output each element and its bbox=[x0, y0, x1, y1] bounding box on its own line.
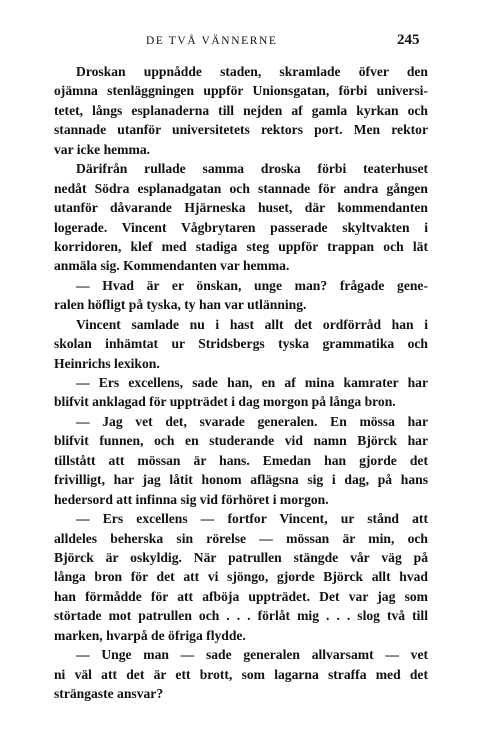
text-line: frivilligt, har jag låtit honom aflägsna sig i dag, på hans bbox=[54, 472, 428, 488]
text-line: ralen höfligt på tyska, ty han var utlänning. bbox=[54, 297, 307, 313]
text-line: Heinrichs lexikon. bbox=[54, 355, 160, 371]
text-line: var icke hemma. bbox=[54, 141, 151, 157]
text-line: Därifrån rullade samma droska förbi teaterhuset bbox=[76, 161, 428, 177]
text-line: han förmådde för att afböja uppträdet. Det var jag som bbox=[54, 588, 428, 604]
running-header bbox=[0, 32, 480, 53]
text-line: blifvit anklagad för uppträdet i dag morgon på långa bron. bbox=[54, 394, 396, 410]
text-line: alldeles beherska sin rörelse — mössan är min, och bbox=[54, 530, 428, 546]
body-text bbox=[54, 62, 428, 703]
text-line: stannade utanför universitetets rektors port. Men rektor bbox=[54, 122, 428, 138]
text-line: logerade. Vincent Vågbrytaren passerade skyltvakten i bbox=[54, 219, 428, 235]
text-line: korridoren, klef med stadiga steg uppför trappan och lät bbox=[54, 238, 428, 254]
text-line: Björck är oskyldig. När patrullen stängde vår väg på bbox=[54, 549, 428, 565]
text-line: hedersord att infinna sig vid förhöret i morgon. bbox=[54, 491, 329, 507]
text-line: — Unge man — sade generalen allvarsamt — vet bbox=[76, 647, 428, 663]
text-line: ojämna stenläggningen uppför Unionsgatan, förbi universi- bbox=[54, 83, 428, 99]
text-line: — Ers excellens — fortfor Vincent, ur stånd att bbox=[76, 511, 428, 527]
text-line: störtade mot patrullen och . . . förlåt mig . . . slog två till bbox=[54, 608, 428, 624]
text-line: — Hvad är er önskan, unge man? frågade gene- bbox=[76, 277, 428, 293]
running-title: DE TVÅ VÄNNERNE bbox=[146, 35, 278, 47]
text-line: långa bron för det att vi sjöngo, gjorde Björck allt hvad bbox=[54, 569, 428, 585]
text-line: ni väl att det är ett brott, som lagarna straffa med det bbox=[54, 666, 428, 682]
text-line: skolan inhämtat ur Stridsbergs tyska grammatika och bbox=[54, 336, 428, 352]
text-line: — Jag vet det, svarade generalen. En mössa har bbox=[76, 413, 428, 429]
text-line: Droskan uppnådde staden, skramlade öfver den bbox=[76, 64, 428, 79]
text-line: — Ers excellens, sade han, en af mina kamrater har bbox=[76, 375, 428, 390]
text-line: marken, hvarpå de öfriga flydde. bbox=[54, 627, 246, 643]
text-line: tetet, långs esplanaderna till nejden af gamla kyrkan och bbox=[54, 102, 428, 118]
text-line: anmäla sig. Kommendanten var hemma. bbox=[54, 258, 290, 274]
text-line: nedåt Södra esplanadgatan och stannade för andra gången bbox=[54, 180, 428, 196]
text-line: strängaste ansvar? bbox=[54, 686, 164, 701]
text-line: tillstått att mössan är hans. Emedan han gjorde det bbox=[54, 452, 428, 468]
text-line: utanför dåvarande Hjärneska huset, där kommendanten bbox=[54, 200, 428, 216]
text-line: blifvit funnen, och en studerande vid namn Björck har bbox=[54, 433, 428, 449]
page-number: 245 bbox=[397, 32, 420, 48]
text-line: Vincent samlade nu i hast allt det ordförråd han i bbox=[76, 316, 428, 332]
